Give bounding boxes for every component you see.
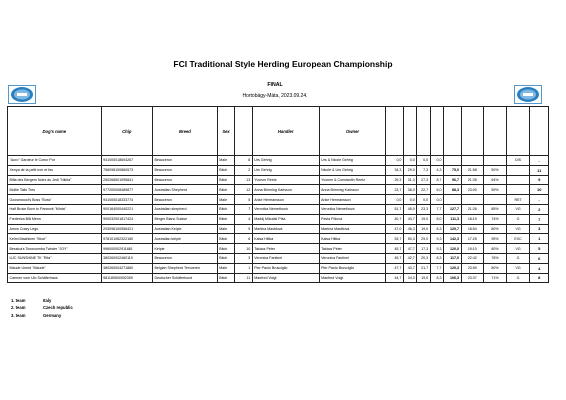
cell-sex: Bitch [217, 273, 234, 283]
cell-passages: 19,0 [417, 224, 430, 234]
table-row [8, 224, 549, 234]
cell-start-nr: 1 [235, 263, 252, 273]
cell-chip: 900032001817424 [101, 214, 152, 224]
cell-qualification: VG [506, 224, 530, 234]
cell-total-points [444, 195, 461, 205]
cell-rank: - [530, 195, 549, 205]
cell-breed: Kelpie [153, 244, 218, 254]
cell-percentage: 78% [484, 253, 507, 263]
cell-rank: 5 [530, 244, 549, 254]
cell-control: 0,0 [386, 195, 403, 205]
cell-chip: 996000002911881 [101, 244, 152, 254]
cell-chip: 380260004271860 [101, 263, 152, 273]
col-behaviour [430, 107, 443, 156]
cell-rank: 7 [530, 214, 549, 224]
col-sex: Sex [217, 107, 234, 156]
cell-handler: Yvonne Reetz [252, 175, 319, 185]
cell-behaviour: 8,3 [430, 253, 443, 263]
cell-time [461, 156, 484, 166]
cell-behaviour: 8,7 [430, 175, 443, 185]
cell-total-points: 120,3 [444, 263, 461, 273]
cell-control: 47,0 [386, 224, 403, 234]
cell-owner: Takács Péter [319, 244, 386, 254]
cell-control: 23,7 [386, 185, 403, 195]
cell-handler: Maddj Mikuláš Píša [252, 214, 319, 224]
cell-chip: 380260002460119 [101, 253, 152, 263]
col-breed: Breed [153, 107, 218, 156]
cell-qualification: DIS [506, 156, 530, 166]
cell-owner: Pavla Píšová [319, 214, 386, 224]
cell-passages: 20,3 [417, 253, 430, 263]
cell-passages: 29,0 [417, 234, 430, 244]
cell-sex: Bitch [217, 165, 234, 175]
cell-start-nr: 3 [235, 253, 252, 263]
cell-chip: 203098100556421 [101, 224, 152, 234]
cell-owner: Manfred Voigt [319, 273, 386, 283]
cell-time: 22:42 [461, 253, 484, 263]
cell-moving: 47,7 [403, 244, 416, 254]
cell-time: 23:59 [461, 263, 484, 273]
cell-moving: 31,3 [403, 175, 416, 185]
cell-moving: 0,0 [403, 156, 416, 166]
results-table [7, 106, 549, 283]
cell-control: 0,0 [386, 156, 403, 166]
table-row [8, 204, 549, 214]
cell-total-points: 88,3 [444, 185, 461, 195]
cell-handler: Anke Hermansson [252, 195, 319, 205]
cell-moving: 43,7 [403, 214, 416, 224]
fci-logo-icon [8, 85, 36, 104]
fci-logo-icon [514, 85, 542, 104]
col-passages [417, 107, 430, 156]
cell-total-points: 96,7 [444, 175, 461, 185]
cell-dogs-name: Bifia des Bergers Noirs du Jedi "Nikita" [8, 175, 102, 185]
cell-moving: 50,3 [403, 234, 416, 244]
cell-sex: Male [217, 224, 234, 234]
col-control [386, 107, 403, 156]
cell-moving: 42,7 [403, 253, 416, 263]
cell-percentage: 59% [484, 185, 507, 195]
cell-owner: Anke Hermansson [319, 195, 386, 205]
cell-sex: Male [217, 156, 234, 166]
cell-chip: 900164000440221 [101, 204, 152, 214]
col-owner: Owner [319, 107, 386, 156]
cell-moving: 36,0 [403, 185, 416, 195]
cell-percentage: 95% [484, 234, 507, 244]
cell-chip: 977200008489877 [101, 185, 152, 195]
cell-breed: Beauceron [153, 195, 218, 205]
cell-passages: 21,7 [417, 263, 430, 273]
cell-start-nr: 12 [235, 185, 252, 195]
cell-rank: - [530, 156, 549, 166]
cell-moving: 29,0 [403, 165, 416, 175]
cell-total-points: 111,3 [444, 214, 461, 224]
cell-total-points: 120,0 [444, 244, 461, 254]
table-row [8, 273, 549, 283]
cell-dogs-name: Frederica Blå Menn [8, 214, 102, 224]
cell-qualification [506, 185, 530, 195]
cell-total-points: 106,3 [444, 273, 461, 283]
cell-sex: Bitch [217, 244, 234, 254]
cell-time: 21:26 [461, 204, 484, 214]
cell-percentage: 85% [484, 204, 507, 214]
col-start-nr [235, 107, 252, 156]
table-row [8, 244, 549, 254]
cell-moving: 45,0 [403, 204, 416, 214]
cell-total-points: 120,7 [444, 224, 461, 234]
cell-time: 17:25 [461, 234, 484, 244]
cell-start-nr: 6 [235, 234, 252, 244]
cell-time: 23:37 [461, 273, 484, 283]
table-row [8, 253, 549, 263]
cell-dogs-name: Xenya de la petit noir et feu [8, 165, 102, 175]
cell-dogs-name: UJC SUNSHINE TK "Rita" [8, 253, 102, 263]
cell-handler: Martina Mastilová [252, 224, 319, 234]
cell-dogs-name: Bessica's Toowoomba Twister "JOY" [8, 244, 102, 254]
cell-breed: Australian shepherd [153, 204, 218, 214]
cell-qualification [506, 165, 530, 175]
cell-chip: 756098100860573 [101, 165, 152, 175]
cell-dogs-name: "Auro" Gardeur le Coeur Pur [8, 156, 102, 166]
cell-breed: Berger Blanc Suisse [153, 214, 218, 224]
cell-percentage: 50% [484, 165, 507, 175]
cell-qualification: EXC [506, 234, 530, 244]
cell-total-points [444, 156, 461, 166]
cell-qualification [506, 175, 530, 185]
col-chip: Chip [101, 107, 152, 156]
team-item: 1. team Italy [11, 298, 52, 303]
table-row [8, 175, 549, 185]
cell-percentage: 71% [484, 273, 507, 283]
cell-sex: Bitch [217, 185, 234, 195]
cell-dogs-name: Mollie Tails Tres [8, 185, 102, 195]
cell-behaviour: 8,3 [430, 224, 443, 234]
cell-time [461, 195, 484, 205]
page-title: FCI Traditional Style Herding European Championship [173, 59, 393, 69]
place-date: Hortobágy-Máta, 2023.09.24. [242, 93, 308, 99]
cell-breed: Australian kelpie [153, 234, 218, 244]
cell-rank: 10 [530, 185, 549, 195]
cell-rank: 2 [530, 204, 549, 214]
team-item: 2. team Czech republic [11, 305, 73, 311]
cell-passages: 0,0 [417, 195, 430, 205]
cell-dogs-name: Arrow Crazy Legs [8, 224, 102, 234]
cell-qualification: G [506, 214, 530, 224]
cell-behaviour: 4,3 [430, 165, 443, 175]
cell-chip: 941000018604267 [101, 156, 152, 166]
cell-qualification: RET [506, 195, 530, 205]
cell-sex: Bitch [217, 253, 234, 263]
header-row [8, 107, 549, 156]
cell-breed: Beauceron [153, 165, 218, 175]
cell-behaviour: 7,7 [430, 263, 443, 273]
cell-percentage [484, 156, 507, 166]
cell-time: 21:58 [461, 165, 484, 175]
cell-handler: Urs Gehrig [252, 156, 319, 166]
table-row [8, 263, 549, 273]
table-row [8, 185, 549, 195]
cell-rank: 11 [530, 165, 549, 175]
cell-percentage: 80% [484, 244, 507, 254]
table-row [8, 165, 549, 175]
cell-rank: 3 [530, 224, 549, 234]
cell-rank: 1 [530, 234, 549, 244]
cell-time: 18:54 [461, 224, 484, 234]
cell-breed: Beauceron [153, 175, 218, 185]
cell-owner: Urs & Nicole Gehrig [319, 156, 386, 166]
cell-owner: Veronika Némethová [319, 204, 386, 214]
team-item: 3. team Germany [11, 312, 62, 318]
col-rank [530, 107, 549, 156]
cell-handler: Kaisa Hiltka [252, 234, 319, 244]
cell-behaviour: 0,0 [430, 195, 443, 205]
cell-qualification: G [506, 253, 530, 263]
cell-time: 18:19 [461, 214, 484, 224]
final-label: FINAL [267, 82, 283, 88]
cell-handler: Veronika Némethová [252, 204, 319, 214]
teams-list [11, 298, 73, 320]
cell-handler: Takács Péter [252, 244, 319, 254]
cell-owner: Anna Brinning Karlsson [319, 185, 386, 195]
table-row [8, 156, 549, 166]
cell-owner: Pier Paolo Brusciglio [319, 263, 386, 273]
table-row [8, 195, 549, 205]
cell-total-points: 117,0 [444, 253, 461, 263]
cell-breed: Australian Kelpie [153, 224, 218, 234]
cell-start-nr: 13 [235, 175, 252, 185]
cell-qualification: VG [506, 204, 530, 214]
cell-control: 29,3 [386, 175, 403, 185]
cell-rank: 8 [530, 273, 549, 283]
cell-chip: 981189500092359 [101, 273, 152, 283]
cell-behaviour: 8,3 [430, 273, 443, 283]
cell-start-nr: 4 [235, 214, 252, 224]
cell-passages: 23,3 [417, 204, 430, 214]
cell-owner: Veronica Fantinel [319, 253, 386, 263]
col-moving [403, 107, 416, 156]
cell-percentage: 80% [484, 224, 507, 234]
cell-sex: Male [217, 195, 234, 205]
cell-owner: Yvonne & Constantin Reetz [319, 175, 386, 185]
cell-rank: 6 [530, 253, 549, 263]
cell-passages: 17,3 [417, 244, 430, 254]
cell-chip: 250268501095841 [101, 175, 152, 185]
cell-time: 23:00 [461, 185, 484, 195]
cell-rank: 4 [530, 263, 549, 273]
cell-percentage [484, 195, 507, 205]
cell-dogs-name: Kelmi Maahinen "Moxi" [8, 234, 102, 244]
cell-behaviour: 8,0 [430, 214, 443, 224]
cell-time: 21:35 [461, 175, 484, 185]
col-time [461, 107, 484, 156]
cell-percentage: 80% [484, 263, 507, 273]
cell-moving: 46,3 [403, 224, 416, 234]
cell-passages: 27,3 [417, 175, 430, 185]
cell-control: 51,7 [386, 204, 403, 214]
cell-chip: 978101082322180 [101, 234, 152, 244]
cell-behaviour: 0,0 [430, 156, 443, 166]
col-qualification [506, 107, 530, 156]
cell-handler: Manfred Voigt [252, 273, 319, 283]
cell-sex: Male [217, 263, 234, 273]
cell-handler: Veronica Fantinel [252, 253, 319, 263]
cell-dogs-name: Half Broke Born to Firework "Minta" [8, 204, 102, 214]
cell-qualification: G [506, 273, 530, 283]
cell-start-nr: 10 [235, 244, 252, 254]
cell-qualification: VG [506, 263, 530, 273]
col-dogs-name: Dog's name [8, 107, 102, 156]
cell-handler: Urs Gehrig [252, 165, 319, 175]
cell-percentage: 74% [484, 214, 507, 224]
cell-behaviour: 7,7 [430, 204, 443, 214]
cell-control: 44,7 [386, 273, 403, 283]
cell-passages: 0,0 [417, 156, 430, 166]
cell-breed: Deutscher Schäferhund [153, 273, 218, 283]
cell-total-points: 75,0 [444, 165, 461, 175]
cell-sex: Bitch [217, 234, 234, 244]
cell-sex: Bitch [217, 175, 234, 185]
cell-total-points: 142,3 [444, 234, 461, 244]
cell-passages: 7,3 [417, 165, 430, 175]
cell-start-nr: 8 [235, 156, 252, 166]
cell-start-nr: 2 [235, 165, 252, 175]
cell-dogs-name: Goosewood's Boss "Boss" [8, 195, 102, 205]
cell-qualification: VG [506, 244, 530, 254]
cell-control: 40,7 [386, 214, 403, 224]
cell-breed: Beauceron [153, 253, 218, 263]
cell-owner: Kaisa Hiltka [319, 234, 386, 244]
cell-control: 45,7 [386, 253, 403, 263]
cell-moving: 34,3 [403, 273, 416, 283]
cell-handler: Anna Brinning Karlsson [252, 185, 319, 195]
cell-handler: Pier Paolo Brusciglio [252, 263, 319, 273]
cell-breed: Beauceron [153, 156, 218, 166]
cell-rank: 9 [530, 175, 549, 185]
cell-passages: 22,7 [417, 185, 430, 195]
cell-moving: 43,7 [403, 263, 416, 273]
col-total-points [444, 107, 461, 156]
cell-passages: 19,0 [417, 214, 430, 224]
cell-start-nr: 9 [235, 224, 252, 234]
cell-time: 19:10 [461, 244, 484, 254]
cell-control: 45,7 [386, 244, 403, 254]
table-row [8, 214, 549, 224]
cell-behaviour: 9,3 [430, 234, 443, 244]
cell-breed: Australian Shepherd [153, 185, 218, 195]
cell-breed: Belgian Shepherd Tervueren [153, 263, 218, 273]
col-percentage [484, 107, 507, 156]
cell-start-nr: 5 [235, 195, 252, 205]
table-row [8, 234, 549, 244]
cell-chip: 941000018333774 [101, 195, 152, 205]
cell-percentage: 64% [484, 175, 507, 185]
col-handler: Handler [252, 107, 319, 156]
cell-start-nr: 11 [235, 273, 252, 283]
cell-control: 53,7 [386, 234, 403, 244]
cell-owner: Nicole & Urs Gehrig [319, 165, 386, 175]
cell-control: 34,3 [386, 165, 403, 175]
cell-owner: Martina Mastilová [319, 224, 386, 234]
cell-behaviour: 6,0 [430, 185, 443, 195]
cell-moving: 0,0 [403, 195, 416, 205]
cell-dogs-name: Carmen vom Ulo Schäferhaus [8, 273, 102, 283]
cell-dogs-name: Maude Unred "Maude" [8, 263, 102, 273]
cell-control: 47,7 [386, 263, 403, 273]
cell-total-points: 127,7 [444, 204, 461, 214]
cell-sex: Bitch [217, 204, 234, 214]
cell-start-nr: 7 [235, 204, 252, 214]
cell-behaviour: 9,3 [430, 244, 443, 254]
cell-passages: 19,0 [417, 273, 430, 283]
cell-sex: Bitch [217, 214, 234, 224]
